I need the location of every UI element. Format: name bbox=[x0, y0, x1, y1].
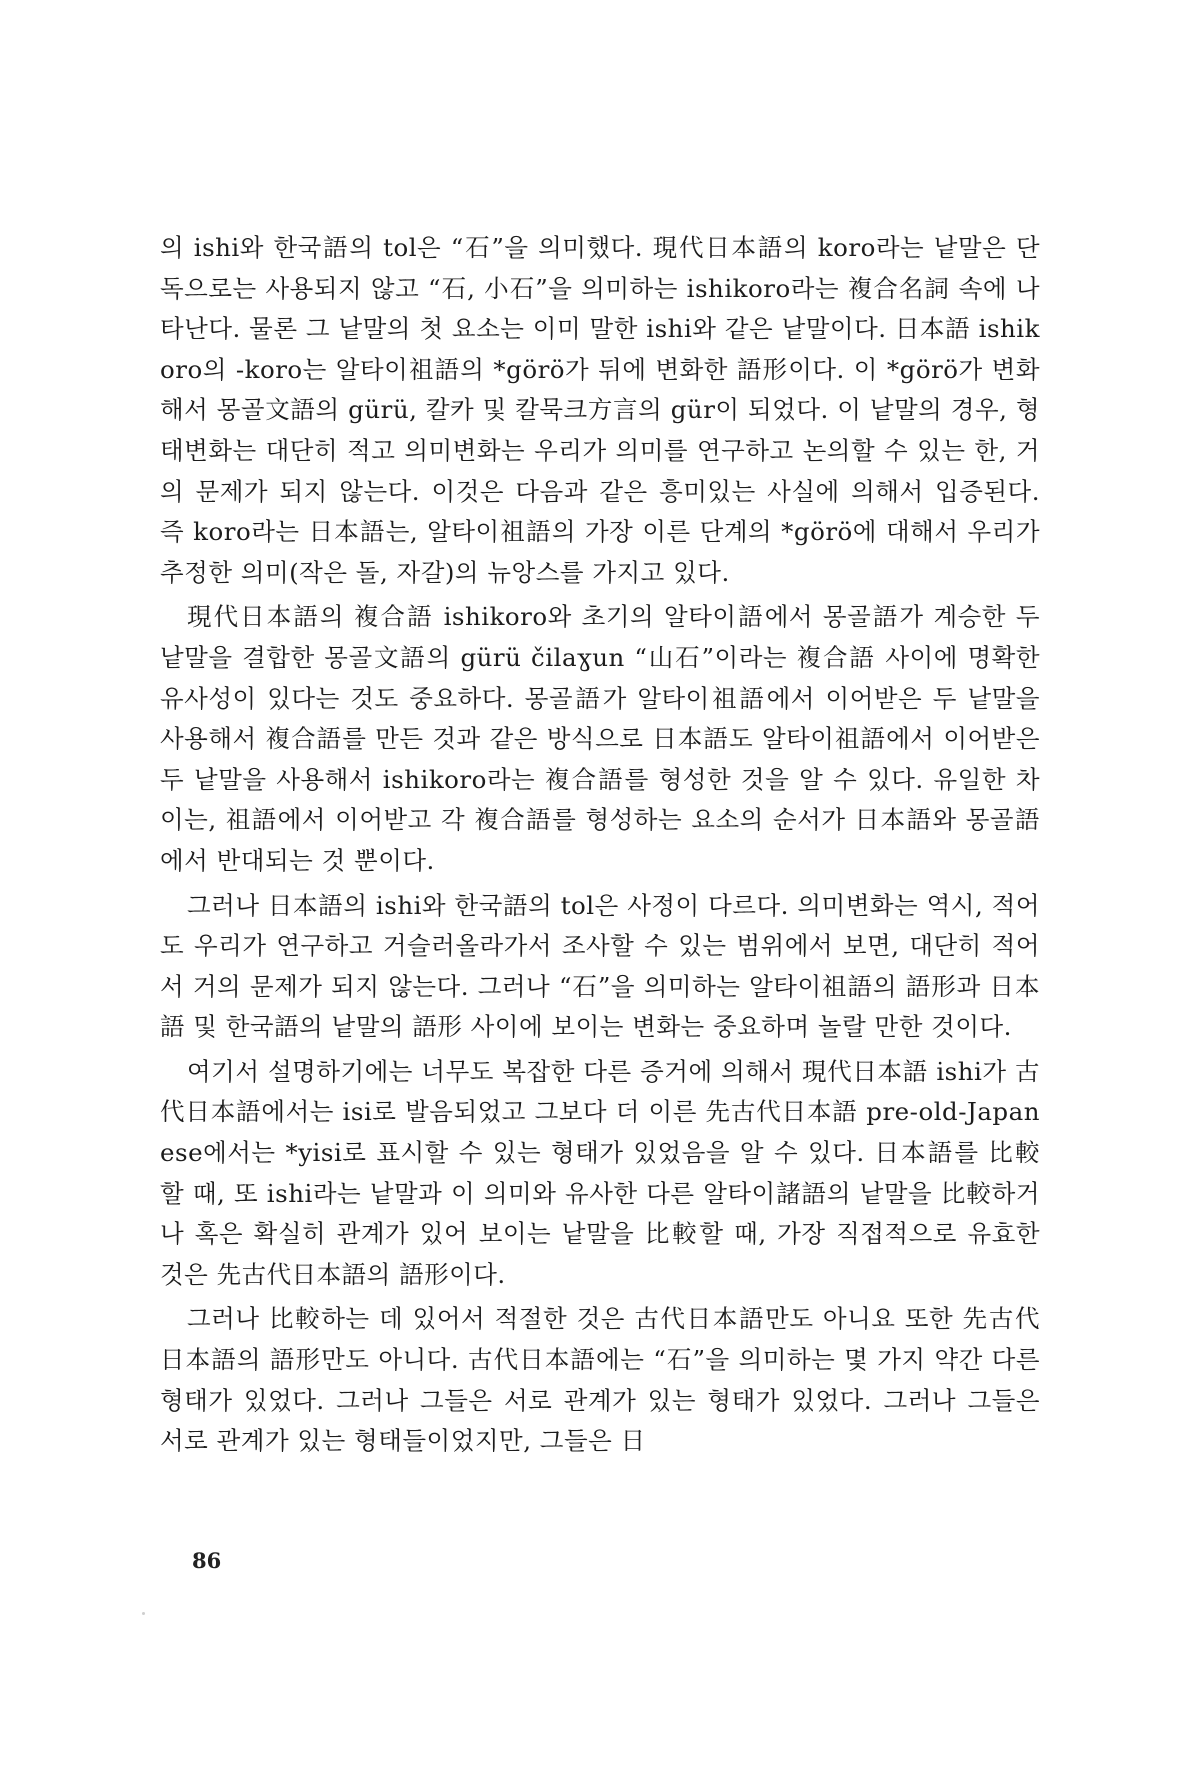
page-number: 86 bbox=[192, 1548, 222, 1573]
paragraph: 現代日本語의 複合語 ishikoro와 초기의 알타이語에서 몽골語가 계승한 두 낱말을 결합한 몽골文語의 gürü čilaɣun “山石”이라는 複合語 사이에 명확한 유사성이 있다는 것도 중요하다. 몽골語가 알타이祖語에서 이어받은 두 낱말을 사용해서 複合語를 만든 것과 같은 방식으로 日本語도 알타이祖語에서 이어받은 두 낱말을 사용해서 ishikoro라는 複合語를 형성한 것을 알 수 있다. 유일한 차이는, 祖語에서 이어받고 각 複合語를 형성하는 요소의 순서가 日本語와 몽골語에서 반대되는 것 뿐이다. bbox=[160, 602, 1040, 875]
scan-speck bbox=[142, 1612, 145, 1615]
paragraph: 그러나 日本語의 ishi와 한국語의 tol은 사정이 다르다. 의미변화는 역시, 적어도 우리가 연구하고 거슬러올라가서 조사할 수 있는 범위에서 보면, 대단히 적어서 거의 문제가 되지 않는다. 그러나 “石”을 의미하는 알타이祖語의 語形과 日本語 및 한국語의 낱말의 語形 사이에 보이는 변화는 중요하며 놀랄 만한 것이다. bbox=[160, 890, 1040, 1042]
paragraph: 그러나 比較하는 데 있어서 적절한 것은 古代日本語만도 아니요 또한 先古代日本語의 語形만도 아니다. 古代日本語에는 “石”을 의미하는 몇 가지 약간 다른 형태가 있었다. 그러나 그들은 서로 관계가 있는 형태가 있었다. 그러나 그들은 서로 관계가 있는 형태들이었지만, 그들은 日 bbox=[160, 1304, 1040, 1456]
paragraph: 여기서 설명하기에는 너무도 복잡한 다른 증거에 의해서 現代日本語 ishi가 古代日本語에서는 isi로 발음되었고 그보다 더 이른 先古代日本語 pre-old-Japanese에서는 *yisi로 표시할 수 있는 형태가 있었음을 알 수 있다. 日本語를 比較할 때, 또 ishi라는 낱말과 이 의미와 유사한 다른 알타이諸語의 낱말을 比較하거나 혹은 확실히 관계가 있어 보이는 낱말을 比較할 때, 가장 직접적으로 유효한 것은 先古代日本語의 語形이다. bbox=[160, 1056, 1040, 1289]
page-body bbox=[160, 228, 1040, 1462]
paragraph: 의 ishi와 한국語의 tol은 “石”을 의미했다. 現代日本語의 koro라는 낱말은 단독으로는 사용되지 않고 “石, 小石”을 의미하는 ishikoro라는 複合名詞 속에 나타난다. 물론 그 낱말의 첫 요소는 이미 말한 ishi와 같은 낱말이다. 日本語 ishikoro의 -koro는 알타이祖語의 *görö가 뒤에 변화한 語形이다. 이 *görö가 변화해서 몽골文語의 gürü, 칼카 및 칼묵크方言의 gür이 되었다. 이 낱말의 경우, 형태변화는 대단히 적고 의미변화는 우리가 의미를 연구하고 논의할 수 있는 한, 거의 문제가 되지 않는다. 이것은 다음과 같은 흥미있는 사실에 의해서 입증된다. 즉 koro라는 日本語는, 알타이祖語의 가장 이른 단계의 *görö에 대해서 우리가 추정한 의미(작은 돌, 자갈)의 뉴앙스를 가지고 있다. bbox=[160, 233, 1040, 587]
